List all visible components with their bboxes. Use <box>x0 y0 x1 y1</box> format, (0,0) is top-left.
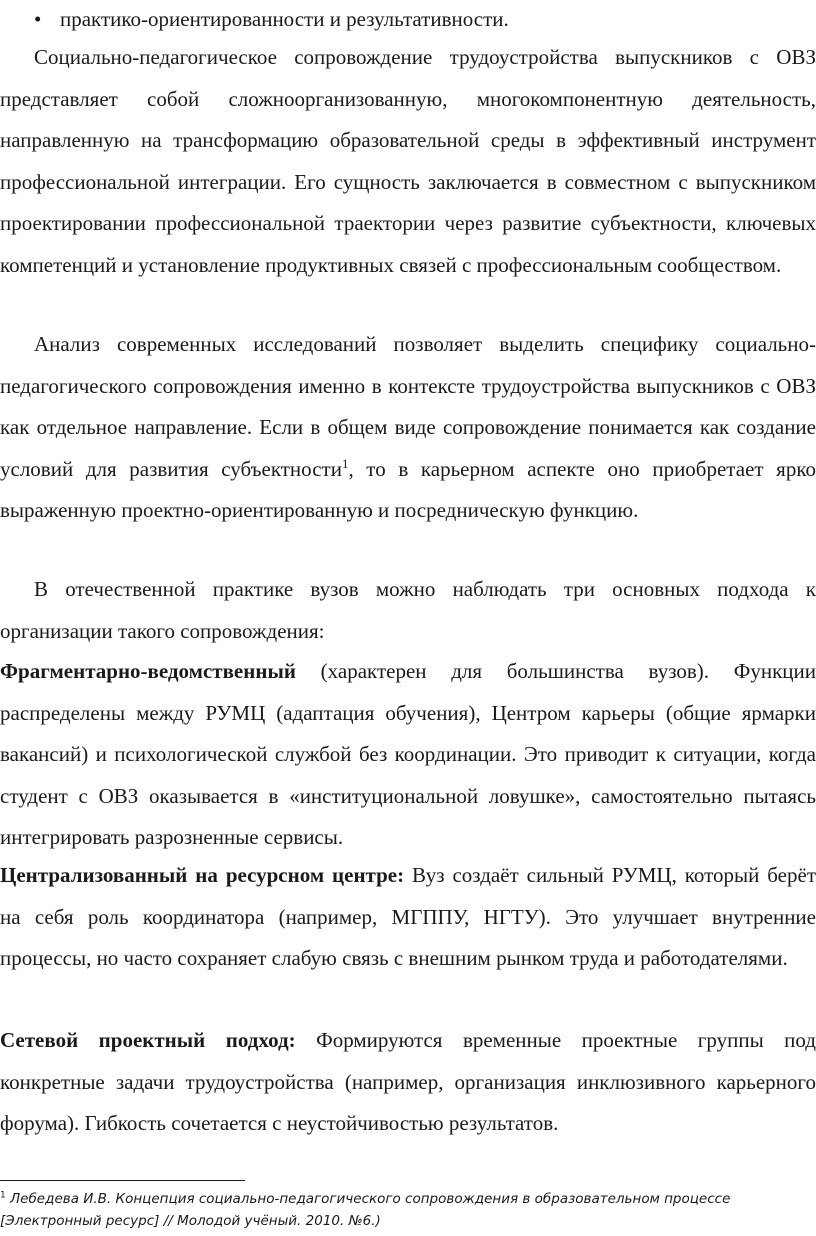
footnote-text: Лебедева И.В. Концепция социально-педагогического сопровождения в образовательном процессе [Электронный ресурс] // Молодой учёный. 2010. №6.) <box>0 1191 731 1229</box>
bullet-item <box>34 2 509 36</box>
approach-description: (характерен для большинства вузов). Функции распределены между РУМЦ (адаптация обучения), Центром карьеры (общие ярмарки вакансий) и психологической службой без координации. Это приводит к ситуации, когда студент с ОВЗ оказывается в «институциональной ловушке», самостоятельно пытаясь интегрировать разрозненные сервисы. <box>0 659 816 849</box>
footnote <box>0 1188 816 1232</box>
paragraph-analysis-part1: Анализ современных исследований позволяет выделить специфику социально-педагогического сопровождения именно в контексте трудоустройства выпускников с ОВЗ как отдельное направление. Если в общем виде сопровождение понимается как создание условий для развития субъектности <box>0 332 816 481</box>
bullet-text: практико-ориентированности и результативности. <box>60 7 509 31</box>
paragraph-approaches-intro: В отечественной практике вузов можно наблюдать три основных подхода к организации такого сопровождения: <box>0 577 816 643</box>
approach-term: Фрагментарно-ведомственный <box>0 659 296 683</box>
paragraph-analysis <box>0 324 816 532</box>
approach-network <box>0 1020 816 1145</box>
footnote-mark: 1 <box>0 1190 6 1201</box>
paragraph-analysis-part2: , то в карьерном аспекте оно приобретает ярко выраженную проектно-ориентированную и посредническую функцию. <box>0 456 816 522</box>
approach-fragmentary <box>0 651 816 859</box>
approach-centralized <box>0 855 816 980</box>
bullet-icon: • <box>34 7 42 31</box>
approach-description: Формируются временные проектные группы под конкретные задачи трудоустройства (например, организация инклюзивного карьерного форума). Гибкость сочетается с неустойчивостью результатов. <box>0 1028 816 1135</box>
approach-term: Централизованный на ресурсном центре: <box>0 863 405 887</box>
approach-term: Сетевой проектный подход: <box>0 1028 296 1052</box>
footnote-reference[interactable]: 1 <box>341 455 349 471</box>
approach-description: Вуз создаёт сильный РУМЦ, который берёт на себя роль координатора (например, МГППУ, НГТУ). Это улучшает внутренние процессы, но часто сохраняет слабую связь с внешним рынком труда и работодателями. <box>0 863 816 970</box>
paragraph-essence: Социально-педагогическое сопровождение трудоустройства выпускников с ОВЗ представляет собой сложноорганизованную, многокомпонентную деятельность, направленную на трансформацию образовательной среды в эффективный инструмент профессиональной интеграции. Его сущность заключается в совместном с выпускником проектировании профессиональной траектории через развитие субъектности, ключевых компетенций и установление продуктивных связей с профессиональным сообществом. <box>0 45 816 277</box>
footnote-divider <box>0 1180 245 1181</box>
